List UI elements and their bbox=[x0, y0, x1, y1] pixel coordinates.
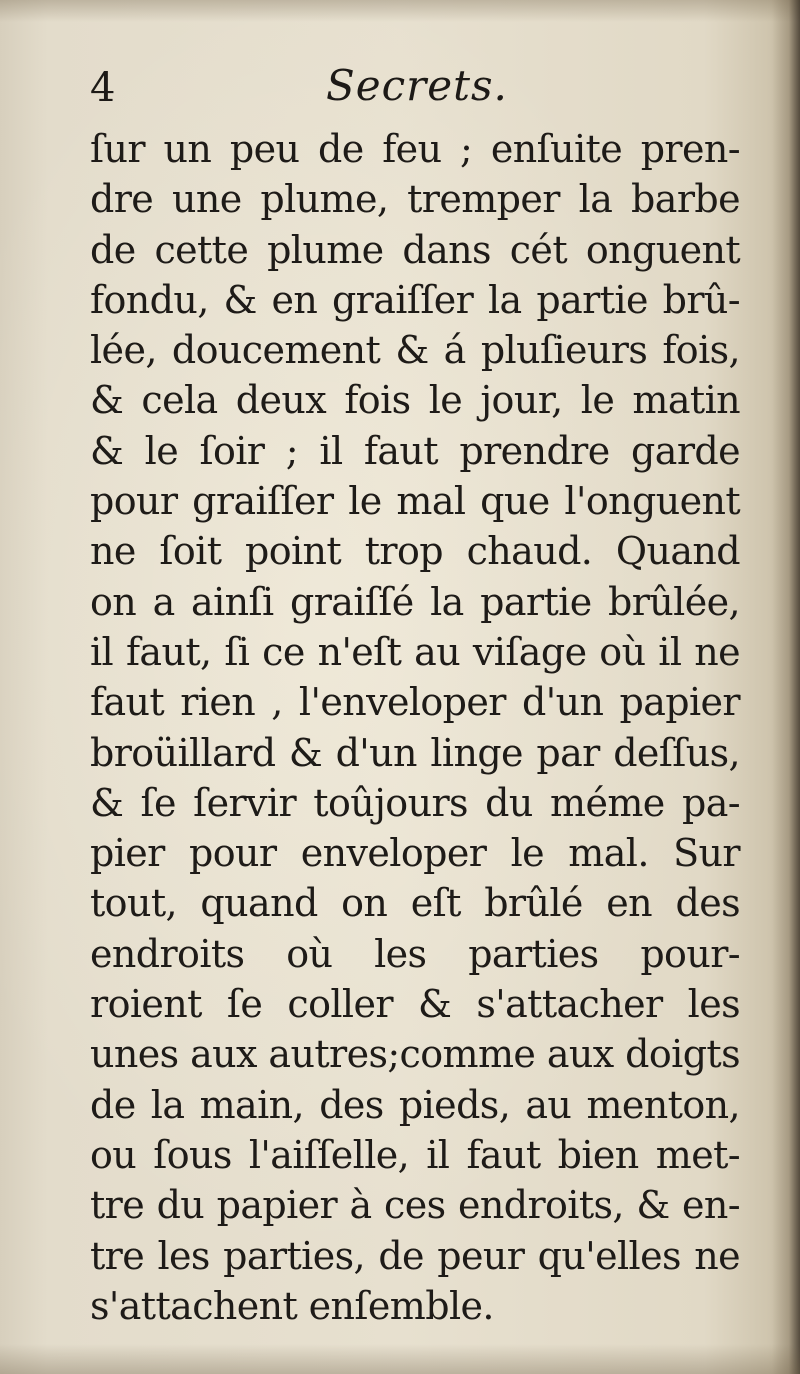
running-title: Secrets. bbox=[326, 61, 508, 110]
text-line: faut rien , l'enveloper d'un papier bbox=[90, 680, 740, 725]
text-line: roient ſe coller & s'attacher les bbox=[90, 982, 740, 1027]
text-line: endroits où les parties pour- bbox=[90, 931, 740, 976]
text-line: lée, doucement & á pluſieurs fois, bbox=[90, 328, 740, 373]
text-line: tre du papier à ces endroits, & en- bbox=[90, 1183, 740, 1228]
text-line: & cela deux fois le jour, le matin bbox=[90, 378, 740, 423]
page-number: 4 bbox=[90, 65, 116, 111]
text-line: il faut, ſi ce n'eſt au viſage où il ne bbox=[90, 629, 740, 674]
text-line: broüillard & d'un linge par deſſus, bbox=[90, 730, 740, 775]
text-line: on a ainſi graiſſé la partie brûlée, bbox=[90, 579, 740, 624]
body-text bbox=[90, 124, 740, 1331]
text-line: ne ſoit point trop chaud. Quand bbox=[90, 529, 740, 574]
text-line: tout, quand on eſt brûlé en des bbox=[90, 881, 740, 926]
text-line: unes aux autres;comme aux doigts bbox=[90, 1032, 740, 1077]
text-line: & ſe ſervir toûjours du méme pa- bbox=[90, 780, 740, 825]
text-line: ſur un peu de feu ; enſuite pren- bbox=[90, 127, 740, 171]
page-gutter-shadow bbox=[772, 0, 800, 1374]
text-line: de la main, des pieds, au menton, bbox=[90, 1082, 740, 1127]
text-line: tre les parties, de peur qu'elles ne bbox=[90, 1233, 740, 1278]
text-line: fondu, & en graiſſer la partie brû- bbox=[90, 277, 740, 322]
page-top-shadow bbox=[0, 0, 800, 22]
text-line: dre une plume, tremper la barbe bbox=[90, 177, 740, 222]
text-line: de cette plume dans cét onguent bbox=[90, 227, 740, 272]
text-line: pier pour enveloper le mal. Sur bbox=[90, 831, 740, 876]
page-bottom-shadow bbox=[0, 1344, 800, 1374]
text-line: ou ſous l'aiſſelle, il faut bien met- bbox=[90, 1132, 740, 1177]
text-line: s'attachent enſemble. bbox=[90, 1283, 494, 1328]
page-header bbox=[88, 62, 708, 114]
text-line: & le ſoir ; il faut prendre garde bbox=[90, 428, 740, 473]
text-line: pour graiſſer le mal que l'onguent bbox=[90, 479, 740, 524]
